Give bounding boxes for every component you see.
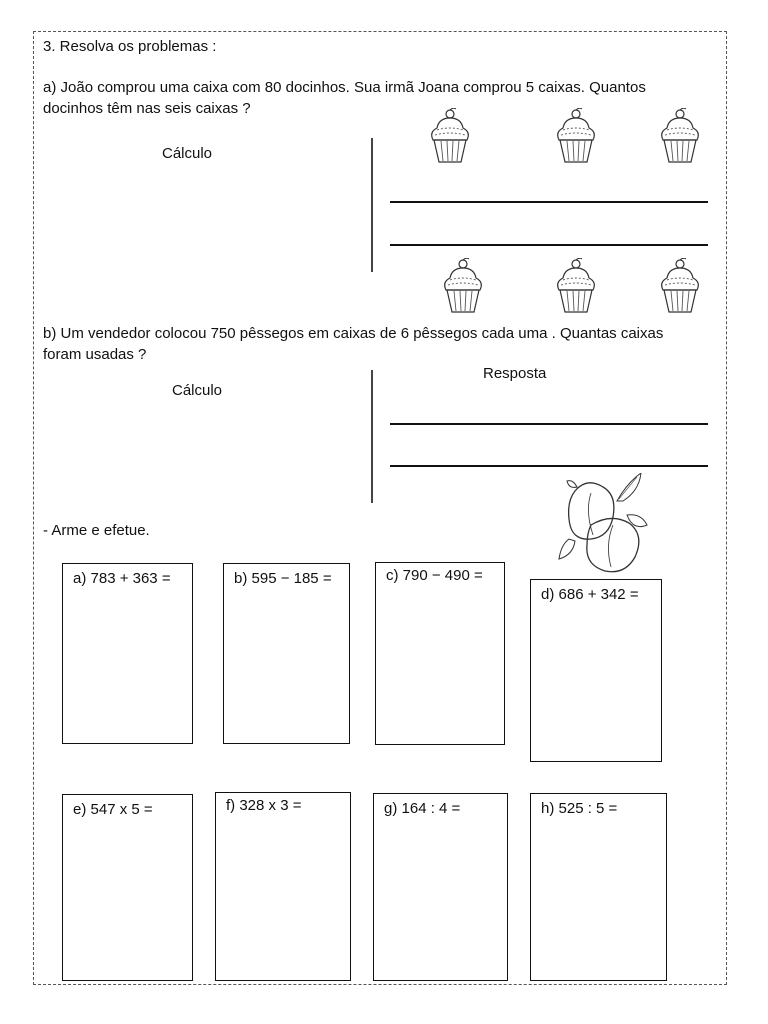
problem-a-answer-line-2 bbox=[390, 244, 708, 246]
operation-box-c[interactable] bbox=[375, 562, 505, 745]
problem-b-answer-line-1 bbox=[390, 423, 708, 425]
problem-b-answer-line-2 bbox=[390, 465, 708, 467]
problem-a-answer-line-1 bbox=[390, 201, 708, 203]
problem-b-calc-label: Cálculo bbox=[172, 382, 223, 399]
operation-box-a[interactable] bbox=[62, 563, 193, 744]
operation-box-b[interactable] bbox=[223, 563, 350, 744]
operation-label-e: e) 547 x 5 = bbox=[73, 801, 153, 818]
operation-box-f[interactable] bbox=[215, 792, 351, 981]
problem-b-line-2: foram usadas ? bbox=[43, 346, 147, 363]
operation-box-g[interactable] bbox=[373, 793, 508, 981]
problem-a-divider bbox=[371, 138, 373, 272]
operation-label-f: f) 328 x 3 = bbox=[226, 797, 302, 814]
operation-label-d: d) 686 + 342 = bbox=[541, 586, 639, 603]
cupcake-icon bbox=[551, 108, 601, 164]
operation-box-h[interactable] bbox=[530, 793, 667, 981]
peach-icon bbox=[555, 473, 650, 573]
operation-label-g: g) 164 : 4 = bbox=[384, 800, 461, 817]
cupcake-icon bbox=[438, 258, 488, 314]
section-heading: 3. Resolva os problemas : bbox=[43, 38, 217, 55]
operation-label-a: a) 783 + 363 = bbox=[73, 570, 171, 587]
operation-box-e[interactable] bbox=[62, 794, 193, 981]
exercise-heading: - Arme e efetue. bbox=[43, 522, 150, 539]
operation-label-h: h) 525 : 5 = bbox=[541, 800, 618, 817]
cupcake-icon bbox=[425, 108, 475, 164]
problem-a-line-2: docinhos têm nas seis caixas ? bbox=[43, 100, 251, 117]
problem-b-divider bbox=[371, 370, 373, 503]
cupcake-icon bbox=[655, 258, 705, 314]
operation-label-b: b) 595 − 185 = bbox=[234, 570, 332, 587]
operation-label-c: c) 790 − 490 = bbox=[386, 567, 483, 584]
cupcake-icon bbox=[551, 258, 601, 314]
problem-a-calc-label: Cálculo bbox=[162, 145, 213, 162]
operation-box-d[interactable] bbox=[530, 579, 662, 762]
problem-b-answer-label: Resposta bbox=[483, 365, 547, 382]
cupcake-icon bbox=[655, 108, 705, 164]
problem-b-line-1: b) Um vendedor colocou 750 pêssegos em caixas de 6 pêssegos cada uma . Quantas caixas bbox=[43, 325, 664, 342]
problem-a-line-1: a) João comprou uma caixa com 80 docinhos. Sua irmã Joana comprou 5 caixas. Quantos bbox=[43, 79, 646, 96]
